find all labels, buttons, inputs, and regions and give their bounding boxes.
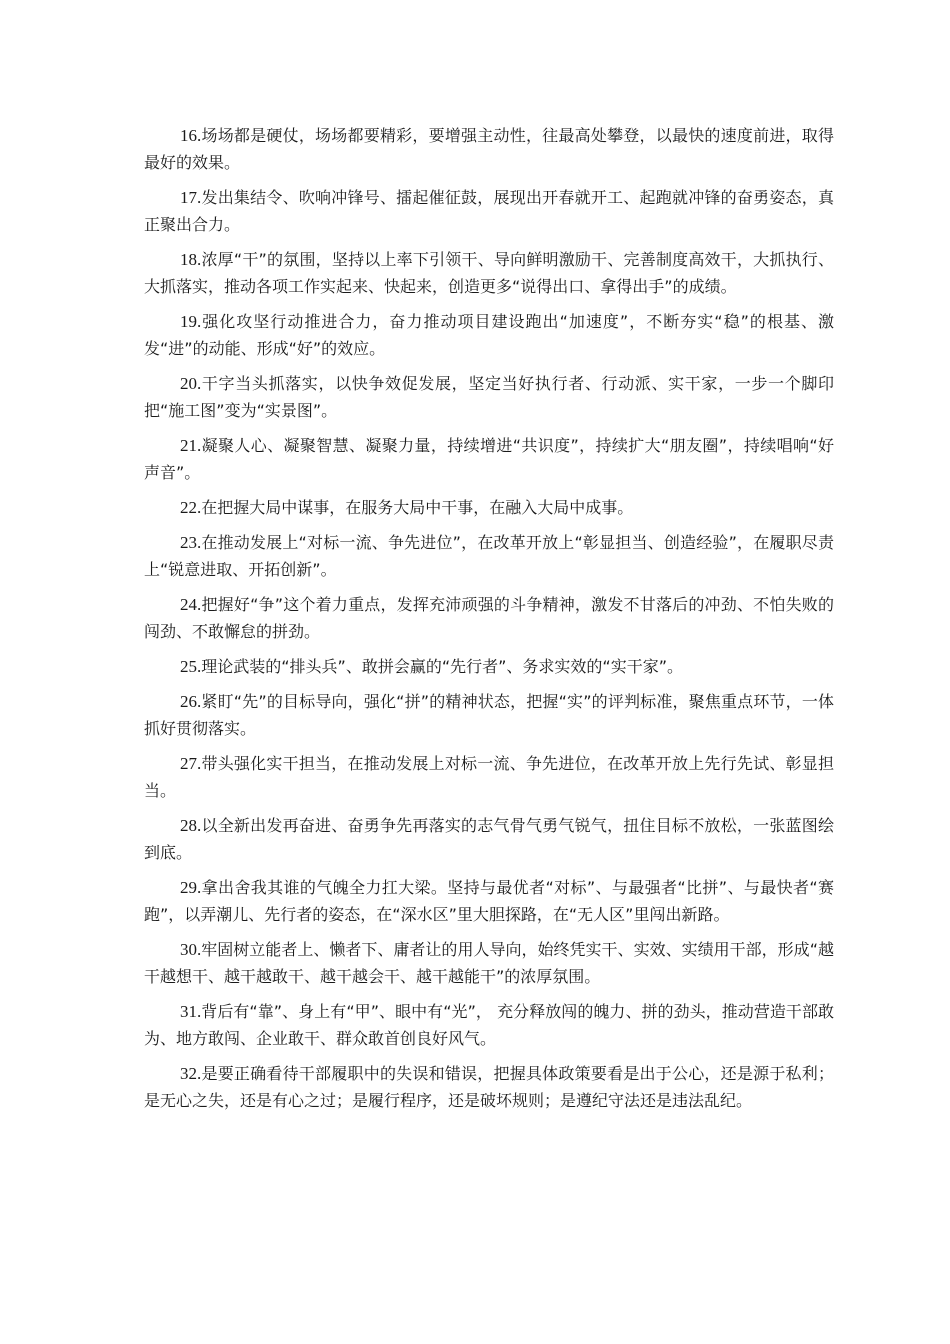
paragraph-29 — [144, 874, 834, 928]
paragraph-number: 16. — [180, 126, 202, 145]
paragraph-text: 以全新出发再奋进、奋勇争先再落实的志气骨气勇气锐气，扭住目标不放松，一张蓝图绘到底。 — [144, 816, 834, 862]
paragraph-number: 21. — [180, 436, 202, 455]
paragraph-21 — [144, 432, 834, 486]
paragraph-number: 23. — [180, 533, 202, 552]
paragraph-16 — [144, 122, 834, 176]
paragraph-24 — [144, 591, 834, 645]
paragraph-22 — [144, 494, 834, 521]
paragraph-number: 29. — [180, 878, 202, 897]
paragraph-number: 28. — [180, 816, 202, 835]
paragraph-text: 场场都是硬仗，场场都要精彩，要增强主动性，往最高处攀登，以最快的速度前进，取得最好的效果。 — [144, 126, 834, 172]
paragraph-number: 25. — [180, 657, 202, 676]
paragraph-27 — [144, 750, 834, 804]
paragraph-number: 20. — [180, 374, 202, 393]
document-page — [144, 122, 834, 1122]
paragraph-number: 32. — [180, 1064, 202, 1083]
paragraph-number: 26. — [180, 692, 202, 711]
paragraph-23 — [144, 529, 834, 583]
paragraph-text: 理论武装的“排头兵”、敢拼会赢的“先行者”、务求实效的“实干家”。 — [201, 657, 683, 676]
paragraph-17 — [144, 184, 834, 238]
paragraph-text: 干字当头抓落实，以快争效促发展，坚定当好执行者、行动派、实干家，一步一个脚印把“施工图”变为“实景图”。 — [144, 374, 834, 420]
paragraph-25 — [144, 653, 834, 680]
paragraph-30 — [144, 936, 834, 990]
paragraph-text: 紧盯“先”的目标导向，强化“拼”的精神状态，把握“实”的评判标准，聚焦重点环节，一体抓好贯彻落实。 — [144, 692, 834, 738]
paragraph-text: 在推动发展上“对标一流、争先进位”，在改革开放上“彰显担当、创造经验”，在履职尽责上“锐意进取、开拓创新”。 — [144, 533, 834, 579]
paragraph-text: 牢固树立能者上、懒者下、庸者让的用人导向，始终凭实干、实效、实绩用干部，形成“越干越想干、越干越敢干、越干越会干、越干越能干”的浓厚氛围。 — [144, 940, 834, 986]
paragraph-text: 拿出舍我其谁的气魄全力扛大梁。坚持与最优者“对标”、与最强者“比拼”、与最快者“赛跑”，以弄潮儿、先行者的姿态，在“深水区”里大胆探路，在“无人区”里闯出新路。 — [144, 878, 834, 924]
paragraph-26 — [144, 688, 834, 742]
paragraph-number: 18. — [180, 250, 202, 269]
paragraph-28 — [144, 812, 834, 866]
paragraph-18 — [144, 246, 834, 300]
paragraph-32 — [144, 1060, 834, 1114]
paragraph-number: 24. — [180, 595, 202, 614]
paragraph-number: 31. — [180, 1002, 202, 1021]
paragraph-text: 浓厚“干”的氛围，坚持以上率下引领干、导向鲜明激励干、完善制度高效干，大抓执行、大抓落实，推动各项工作实起来、快起来，创造更多“说得出口、拿得出手”的成绩。 — [144, 250, 834, 296]
paragraph-text: 背后有“靠”、身上有“甲”、眼中有“光”， 充分释放闯的魄力、拼的劲头，推动营造干部敢为、地方敢闯、企业敢干、群众敢首创良好风气。 — [144, 1002, 834, 1048]
paragraph-text: 发出集结令、吹响冲锋号、擂起催征鼓，展现出开春就开工、起跑就冲锋的奋勇姿态，真正聚出合力。 — [144, 188, 834, 234]
paragraph-number: 22. — [180, 498, 202, 517]
paragraph-number: 27. — [180, 754, 202, 773]
paragraph-text: 是要正确看待干部履职中的失误和错误，把握具体政策要看是出于公心，还是源于私利；是无心之失，还是有心之过；是履行程序，还是破坏规则；是遵纪守法还是违法乱纪。 — [144, 1064, 834, 1110]
paragraph-text: 凝聚人心、凝聚智慧、凝聚力量，持续增进“共识度”，持续扩大“朋友圈”，持续唱响“好声音”。 — [144, 436, 834, 482]
paragraph-text: 强化攻坚行动推进合力，奋力推动项目建设跑出“加速度”，不断夯实“稳”的根基、激发“进”的动能、形成“好”的效应。 — [144, 312, 834, 358]
paragraph-20 — [144, 370, 834, 424]
paragraph-text: 把握好“争”这个着力重点，发挥充沛顽强的斗争精神，激发不甘落后的冲劲、不怕失败的闯劲、不敢懈怠的拼劲。 — [144, 595, 834, 641]
paragraph-number: 30. — [180, 940, 202, 959]
paragraph-31 — [144, 998, 834, 1052]
paragraph-text: 带头强化实干担当，在推动发展上对标一流、争先进位，在改革开放上先行先试、彰显担当。 — [144, 754, 834, 800]
paragraph-19 — [144, 308, 834, 362]
paragraph-number: 17. — [180, 188, 202, 207]
paragraph-number: 19. — [180, 312, 202, 331]
paragraph-text: 在把握大局中谋事，在服务大局中干事，在融入大局中成事。 — [201, 498, 634, 517]
